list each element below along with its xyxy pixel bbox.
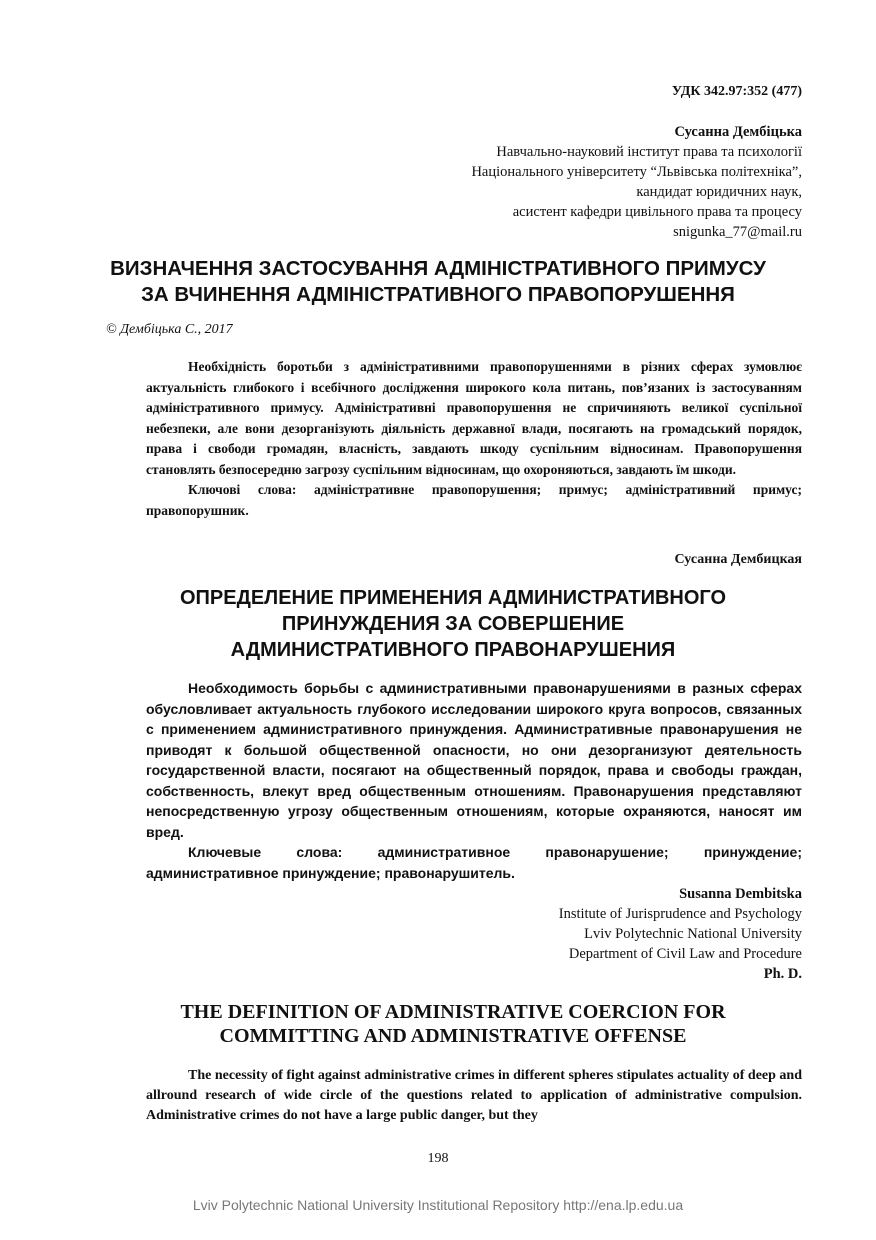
ru-title [60, 585, 846, 663]
en-abstract-text: The necessity of fight against administrative crimes in different spheres stipulates actuality of deep and allround research of wide circle of the questions related to application of administrative compulsion. Administrative crimes do not have a large public danger, but they [146, 1068, 802, 1123]
page-number: 198 [427, 1151, 449, 1166]
ru-title-line: АДМИНИСТРАТИВНОГО ПРАВОНАРУШЕНИЯ [230, 639, 676, 661]
ua-keywords: Ключові слова: адміністративне правопорушення; примус; адміністративний примус; правопорушник. [146, 482, 802, 518]
ua-author-email: snigunka_77@mail.ru [673, 224, 802, 240]
en-author-line: Institute of Jurisprudence and Psychology [558, 906, 802, 922]
en-title [60, 1000, 846, 1048]
en-author-line: Department of Civil Law and Procedure [568, 946, 802, 962]
ua-author-line: Національного університету “Львівська політехніка”, [471, 164, 802, 180]
ua-abstract-text: Необхідність боротьби з адміністративними правопорушеннями в різних сферах зумовлює актуальність глибокого і всебічного дослідження широкого кола питань, пов’язаних із застосуванням адміністративного примусу. Адміністративні правопорушення не спричиняють великої суспільної небезпеки, але вони дезорганізують діяльність державної влади, посягають на громадський порядок, права і свободи громадян, власність, завдають шкоду суспільним відносинам. Правопорушення становлять безпосередню загрозу суспільним відносинам, що охороняються, завдають їм шкоди. [146, 359, 802, 477]
en-author-block [382, 884, 802, 984]
copyright-notice: © Дембіцька С., 2017 [106, 322, 233, 337]
ru-abstract-text: Необходимость борьбы с административными правонарушениями в разных сферах обусловливает актуальность глубокого исследовании широкого круга вопросов, связанных с применением административного принуждения. Административные правонарушения не приводят к большой общественной опасности, но они дезорганизуют деятельность государственной власти, посягают на общественный порядок, права и свободы граждан, собственность, влекут вред общественным отношениям. Правонарушения представляют непосредственную угрозу общественным отношениям, которые охраняются, наносят им вред. [146, 680, 802, 840]
ua-title-line: ВИЗНАЧЕННЯ ЗАСТОСУВАННЯ АДМІНІСТРАТИВНОГО ПРИМУСУ [110, 257, 766, 280]
ua-author-line: Навчально-науковий інститут права та психології [496, 144, 802, 160]
ru-title-line: ПРИНУЖДЕНИЯ ЗА СОВЕРШЕНИЕ [281, 613, 625, 635]
ua-title [60, 256, 816, 308]
ru-abstract [146, 678, 802, 883]
ua-author-name: Сусанна Дембіцька [674, 124, 802, 140]
ua-abstract [146, 357, 802, 521]
ua-author-line: асистент кафедри цивільного права та процесу [512, 204, 802, 220]
ua-author-line: кандидат юридичних наук, [636, 184, 802, 200]
ua-title-line: ЗА ВЧИНЕННЯ АДМІНІСТРАТИВНОГО ПРАВОПОРУШЕННЯ [141, 283, 735, 306]
en-title-line: COMMITTING AND ADMINISTRATIVE OFFENSE [219, 1025, 687, 1047]
en-title-line: THE DEFINITION OF ADMINISTRATIVE COERCION FOR [180, 1001, 726, 1023]
en-author-line: Lviv Polytechnic National University [584, 926, 802, 942]
ru-keywords: Ключевые слова: административное правонарушение; принуждение; административное принуждение; правонарушитель. [146, 844, 802, 881]
ru-author-name: Сусанна Дембицкая [674, 552, 802, 567]
en-abstract [146, 1066, 802, 1126]
ua-author-block [302, 122, 802, 242]
udk-code: УДК 342.97:352 (477) [671, 84, 802, 99]
en-author-degree: Ph. D. [763, 966, 802, 982]
en-author-name: Susanna Dembitska [679, 886, 802, 902]
repository-footer: Lviv Polytechnic National University Institutional Repository http://ena.lp.edu.ua [192, 1197, 684, 1213]
ru-title-line: ОПРЕДЕЛЕНИЕ ПРИМЕНЕНИЯ АДМИНИСТРАТИВНОГО [179, 587, 727, 609]
